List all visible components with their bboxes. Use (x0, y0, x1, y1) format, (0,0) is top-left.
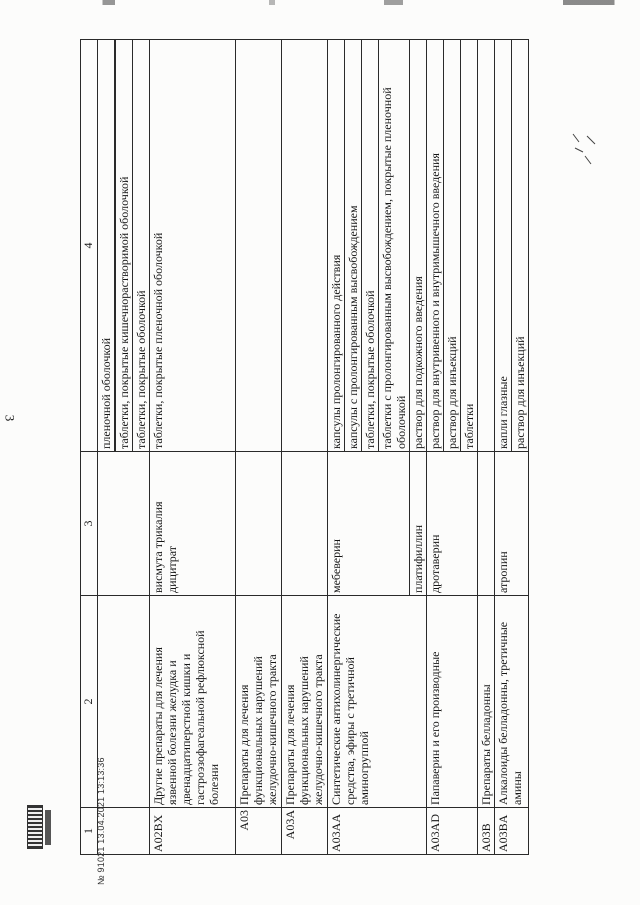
name-cell: Препараты для лечения функциональных нарушений желудочно-кишечного тракта (236, 596, 282, 808)
form-cell: раствор для инъекций (511, 40, 528, 451)
form-cell (236, 40, 282, 452)
table-row (150, 40, 236, 855)
scan-edge-noise (0, 0, 640, 5)
name-cell: Препараты белладонны (478, 596, 495, 808)
drug-cell: висмута трикалия дицитрат (150, 452, 236, 596)
drug-cell: платифиллин (410, 452, 427, 596)
drug-cell (282, 452, 328, 596)
drug-table (80, 39, 529, 855)
code-cell: A03A (282, 808, 328, 855)
table-row (328, 40, 410, 855)
page-number: 3 (2, 414, 18, 422)
form-cell: таблетки с пролонгированным высвобождением, покрытые пленочной оболочкой (378, 40, 409, 451)
drug-cell: дротаверин (427, 452, 478, 596)
drug-cell: мебеверин (328, 452, 410, 596)
form-cell: таблетки, покрытые кишечнорастворимой оболочкой (115, 40, 132, 451)
code-cell: A02BX (150, 808, 236, 855)
registration-stamp-text: № 91021 13.04.2021 13:13:36 (96, 757, 106, 885)
header-col1: 1 (81, 808, 98, 855)
form-cell: таблетки, покрытые оболочкой (132, 40, 149, 451)
form-cell (478, 40, 495, 452)
form-cell: раствор для внутривенного и внутримышечного введения (428, 153, 442, 449)
name-cell: Другие препараты для лечения язвенной болезни желудка и двенадцатиперстной кишки и гастроэзофагеальной рефлюксной болезни (150, 596, 236, 808)
drug-cell (478, 452, 495, 596)
code-cell: A03AA (328, 808, 427, 855)
form-cell: раствор для инъекций (443, 40, 460, 451)
code-cell: A03 (236, 808, 282, 855)
form-cell: капсулы с пролонгированным высвобождением (344, 40, 361, 451)
form-cell: пленочной оболочкой (98, 40, 115, 452)
table-row (236, 40, 282, 855)
table-row (427, 40, 478, 855)
form-cell: таблетки, покрытые оболочкой (361, 40, 378, 451)
form-cell: раствор для подкожного введения (410, 40, 427, 452)
code-cell: A03AD (427, 808, 478, 855)
form-cell: капсулы пролонгированного действия (329, 254, 343, 449)
name-cell: Синтетические антихолинергические средства, эфиры с третичной аминогруппой (328, 596, 427, 808)
drug-cell (98, 452, 150, 596)
drug-cell (236, 452, 282, 596)
table-row (478, 40, 495, 855)
drug-cell: атропин (495, 452, 529, 596)
header-row (81, 40, 98, 855)
form-cell: таблетки, покрытые пленочной оболочкой (150, 40, 236, 452)
header-col2: 2 (81, 596, 98, 808)
form-cell (282, 40, 328, 452)
form-cell: таблетки (460, 40, 477, 451)
code-cell: A03BA (495, 808, 529, 855)
name-cell: Препараты для лечения функциональных нарушений желудочно-кишечного тракта (282, 596, 328, 808)
form-cell: капли глазные (496, 376, 510, 449)
header-col3: 3 (81, 452, 98, 596)
table-row (495, 40, 529, 855)
name-cell: Папаверин и его производные (427, 596, 478, 808)
stamp-barcode (45, 810, 51, 845)
stamp-logo (27, 805, 43, 849)
name-cell: Алкалоиды белладонны, третичные амины (495, 596, 529, 808)
drug-table-rotated (80, 40, 625, 855)
header-col4: 4 (81, 40, 98, 452)
table-row (282, 40, 328, 855)
code-cell: A03B (478, 808, 495, 855)
